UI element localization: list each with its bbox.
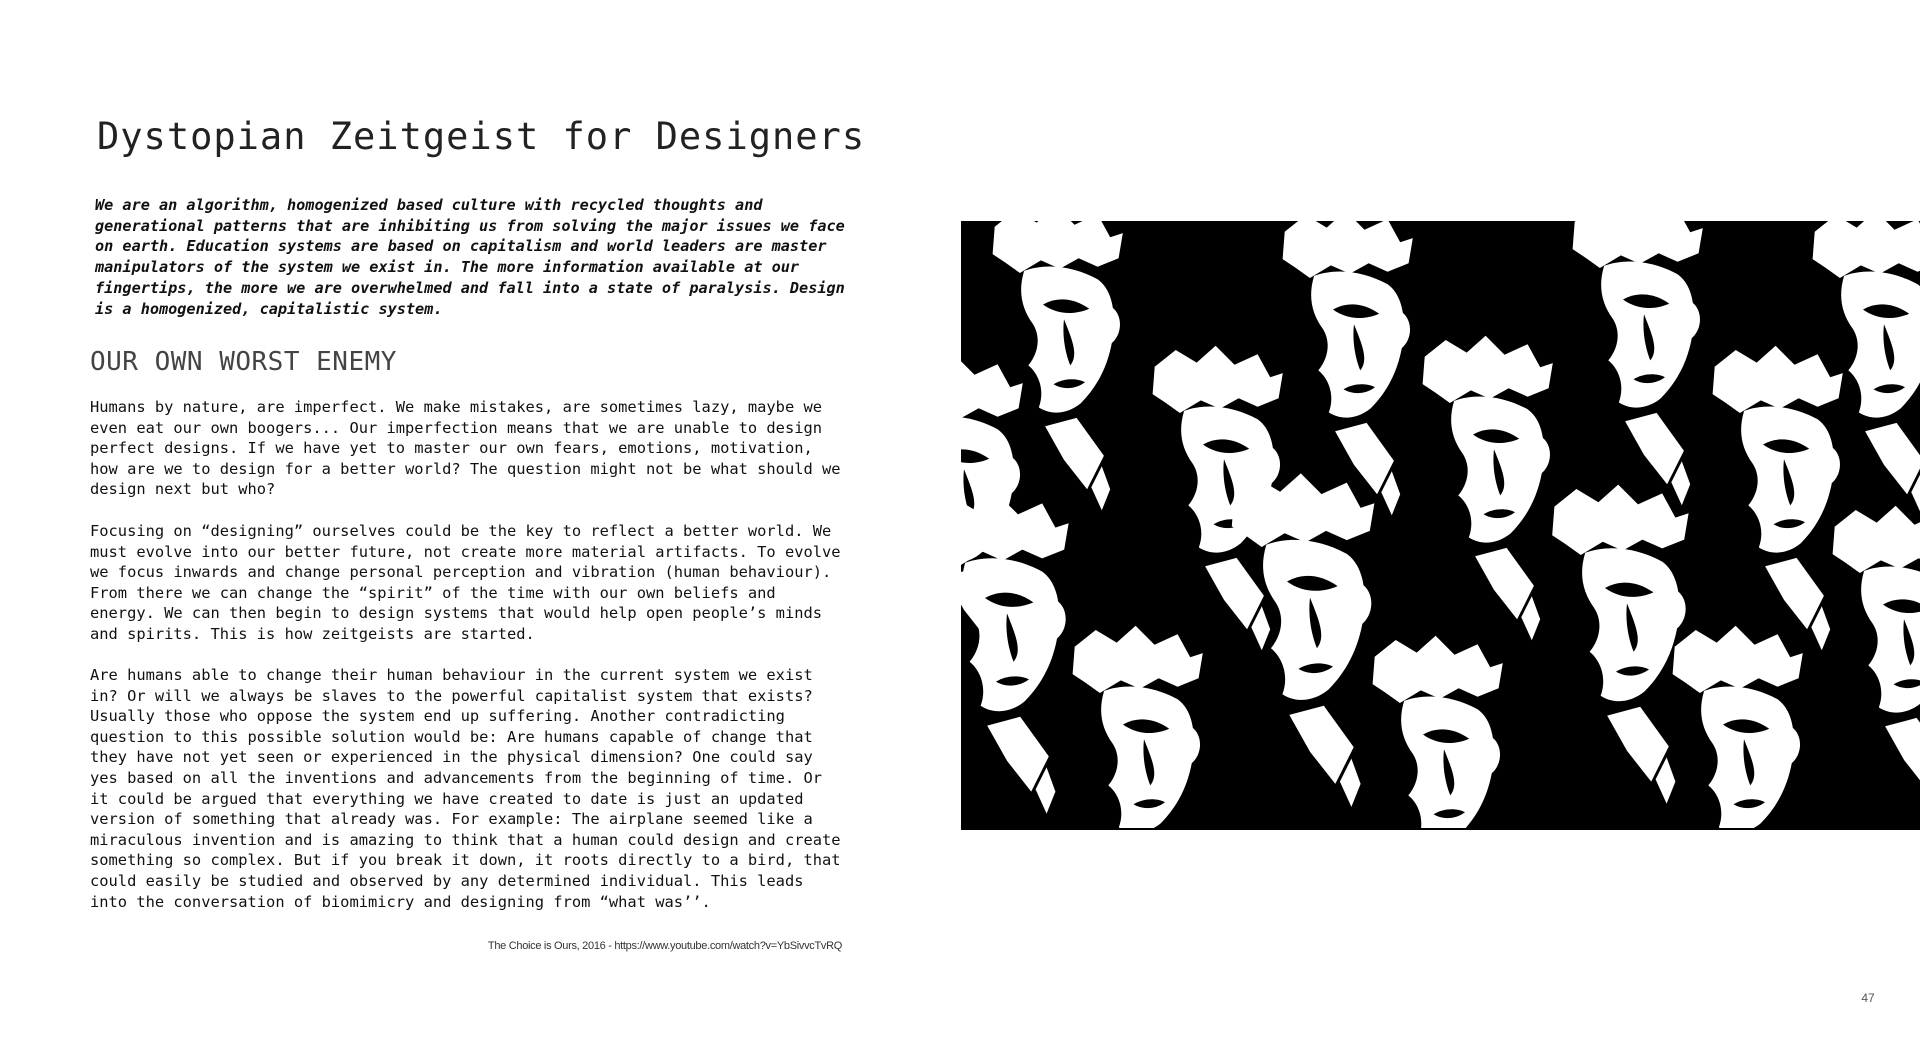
body-paragraph-3: Are humans able to change their human behaviour in the current system we exist in? Or will we always be slaves to the powerful capitalist system that exists? Usually those who oppose the system end up suffering. Another contradicting question to this possible solution would be: Are humans capable of change that they have not yet seen or experienced in the physical dimension? One could say yes based on all the inventions and advancements from the beginning of time. Or it could be argued that everything we have created to date is just an updated version of something that already was. For example: The airplane seemed like a miraculous invention and is amazing to think that a human could design and create something so complex. But if you break it down, it roots directly to a bird, that could easily be studied and observed by any determined individual. This leads into the conversation of biomimicry and designing from “what was’’. <box>90 666 841 911</box>
image-bottom-border <box>961 828 1920 830</box>
page-number: 47 <box>1861 991 1875 1005</box>
repeated-faces-image <box>961 221 1920 830</box>
repeated-faces-artwork <box>961 221 1920 830</box>
body-paragraph-1: Humans by nature, are imperfect. We make mistakes, are sometimes lazy, maybe we even eat our own boogers... Our imperfection means that we are unable to design perfect designs. If we have yet to master our own fears, emotions, motivation, how are we to design for a better world? The question might not be what should we design next but who? <box>90 398 841 499</box>
intro-paragraph: We are an algorithm, homogenized based culture with recycled thoughts and generational patterns that are inhibiting us from solving the major issues we face on earth. Education systems are based on capitalism and world leaders are master manipulators of the system we exist in. The more information available at our fingertips, the more we are overwhelmed and fall into a state of paralysis. Design is a homogenized, capitalistic system. <box>95 196 845 318</box>
body-paragraph-2: Focusing on “designing” ourselves could be the key to reflect a better world. We must evolve into our better future, not create more material artifacts. To evolve we focus inwards and change personal perception and vibration (human behaviour). From there we can change the “spirit” of the time with our own beliefs and energy. We can then begin to design systems that would help open people’s minds and spirits. This is how zeitgeists are started. <box>90 522 841 643</box>
image-caption: The Choice is Ours, 2016 - https://www.youtube.com/watch?v=YbSivvcTvRQ <box>487 940 842 952</box>
section-heading: OUR OWN WORST ENEMY <box>90 347 397 377</box>
page-title: Dystopian Zeitgeist for Designers <box>97 115 866 158</box>
